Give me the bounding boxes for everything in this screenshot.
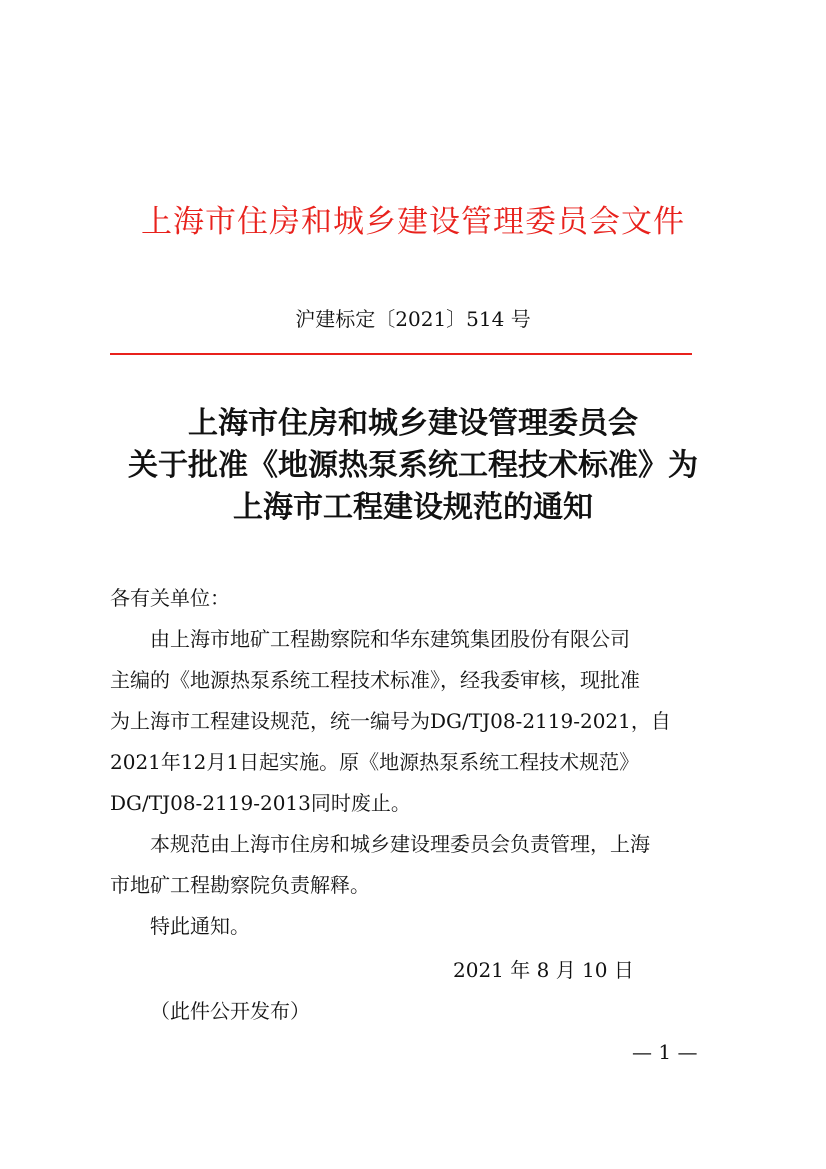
notice-title-line-2: 关于批准《地源热泵系统工程技术标准》为 — [128, 448, 698, 483]
salutation: 各有关单位： — [110, 586, 230, 610]
notice-body — [110, 578, 720, 947]
paragraph-1-line-1: 由上海市地矿工程勘察院和华东建筑集团股份有限公司 — [150, 627, 630, 651]
issuer-title: 上海市住房和城乡建设管理委员会文件 — [141, 204, 685, 240]
document-number: 沪建标定〔2021〕514 号 — [295, 307, 531, 331]
closing-text: 特此通知。 — [150, 914, 250, 938]
paragraph-1-line-4: 2021年12月1日起实施。原《地源热泵系统工程技术规范》 — [110, 750, 640, 774]
red-divider-line — [110, 353, 692, 355]
page-number: — 1 — — [632, 1040, 698, 1064]
paragraph-1-line-3: 为上海市工程建设规范，统一编号为DG/TJ08-2119-2021，自 — [110, 709, 671, 733]
notice-title-line-1: 上海市住房和城乡建设管理委员会 — [188, 406, 638, 441]
paragraph-2-line-2: 市地矿工程勘察院负责解释。 — [110, 873, 370, 897]
notice-title — [0, 403, 826, 529]
release-note: （此件公开发布） — [150, 999, 310, 1023]
paragraph-2 — [110, 824, 720, 906]
issue-date: 2021 年 8 月 10 日 — [453, 958, 634, 982]
notice-title-line-3: 上海市工程建设规范的通知 — [233, 490, 593, 525]
paragraph-2-line-1: 本规范由上海市住房和城乡建设理委员会负责管理，上海 — [150, 832, 650, 856]
paragraph-1 — [110, 619, 720, 824]
closing — [110, 906, 720, 947]
paragraph-1-line-5: DG/TJ08-2119-2013同时废止。 — [110, 791, 411, 815]
paragraph-1-line-2: 主编的《地源热泵系统工程技术标准》，经我委审核，现批准 — [110, 668, 640, 692]
